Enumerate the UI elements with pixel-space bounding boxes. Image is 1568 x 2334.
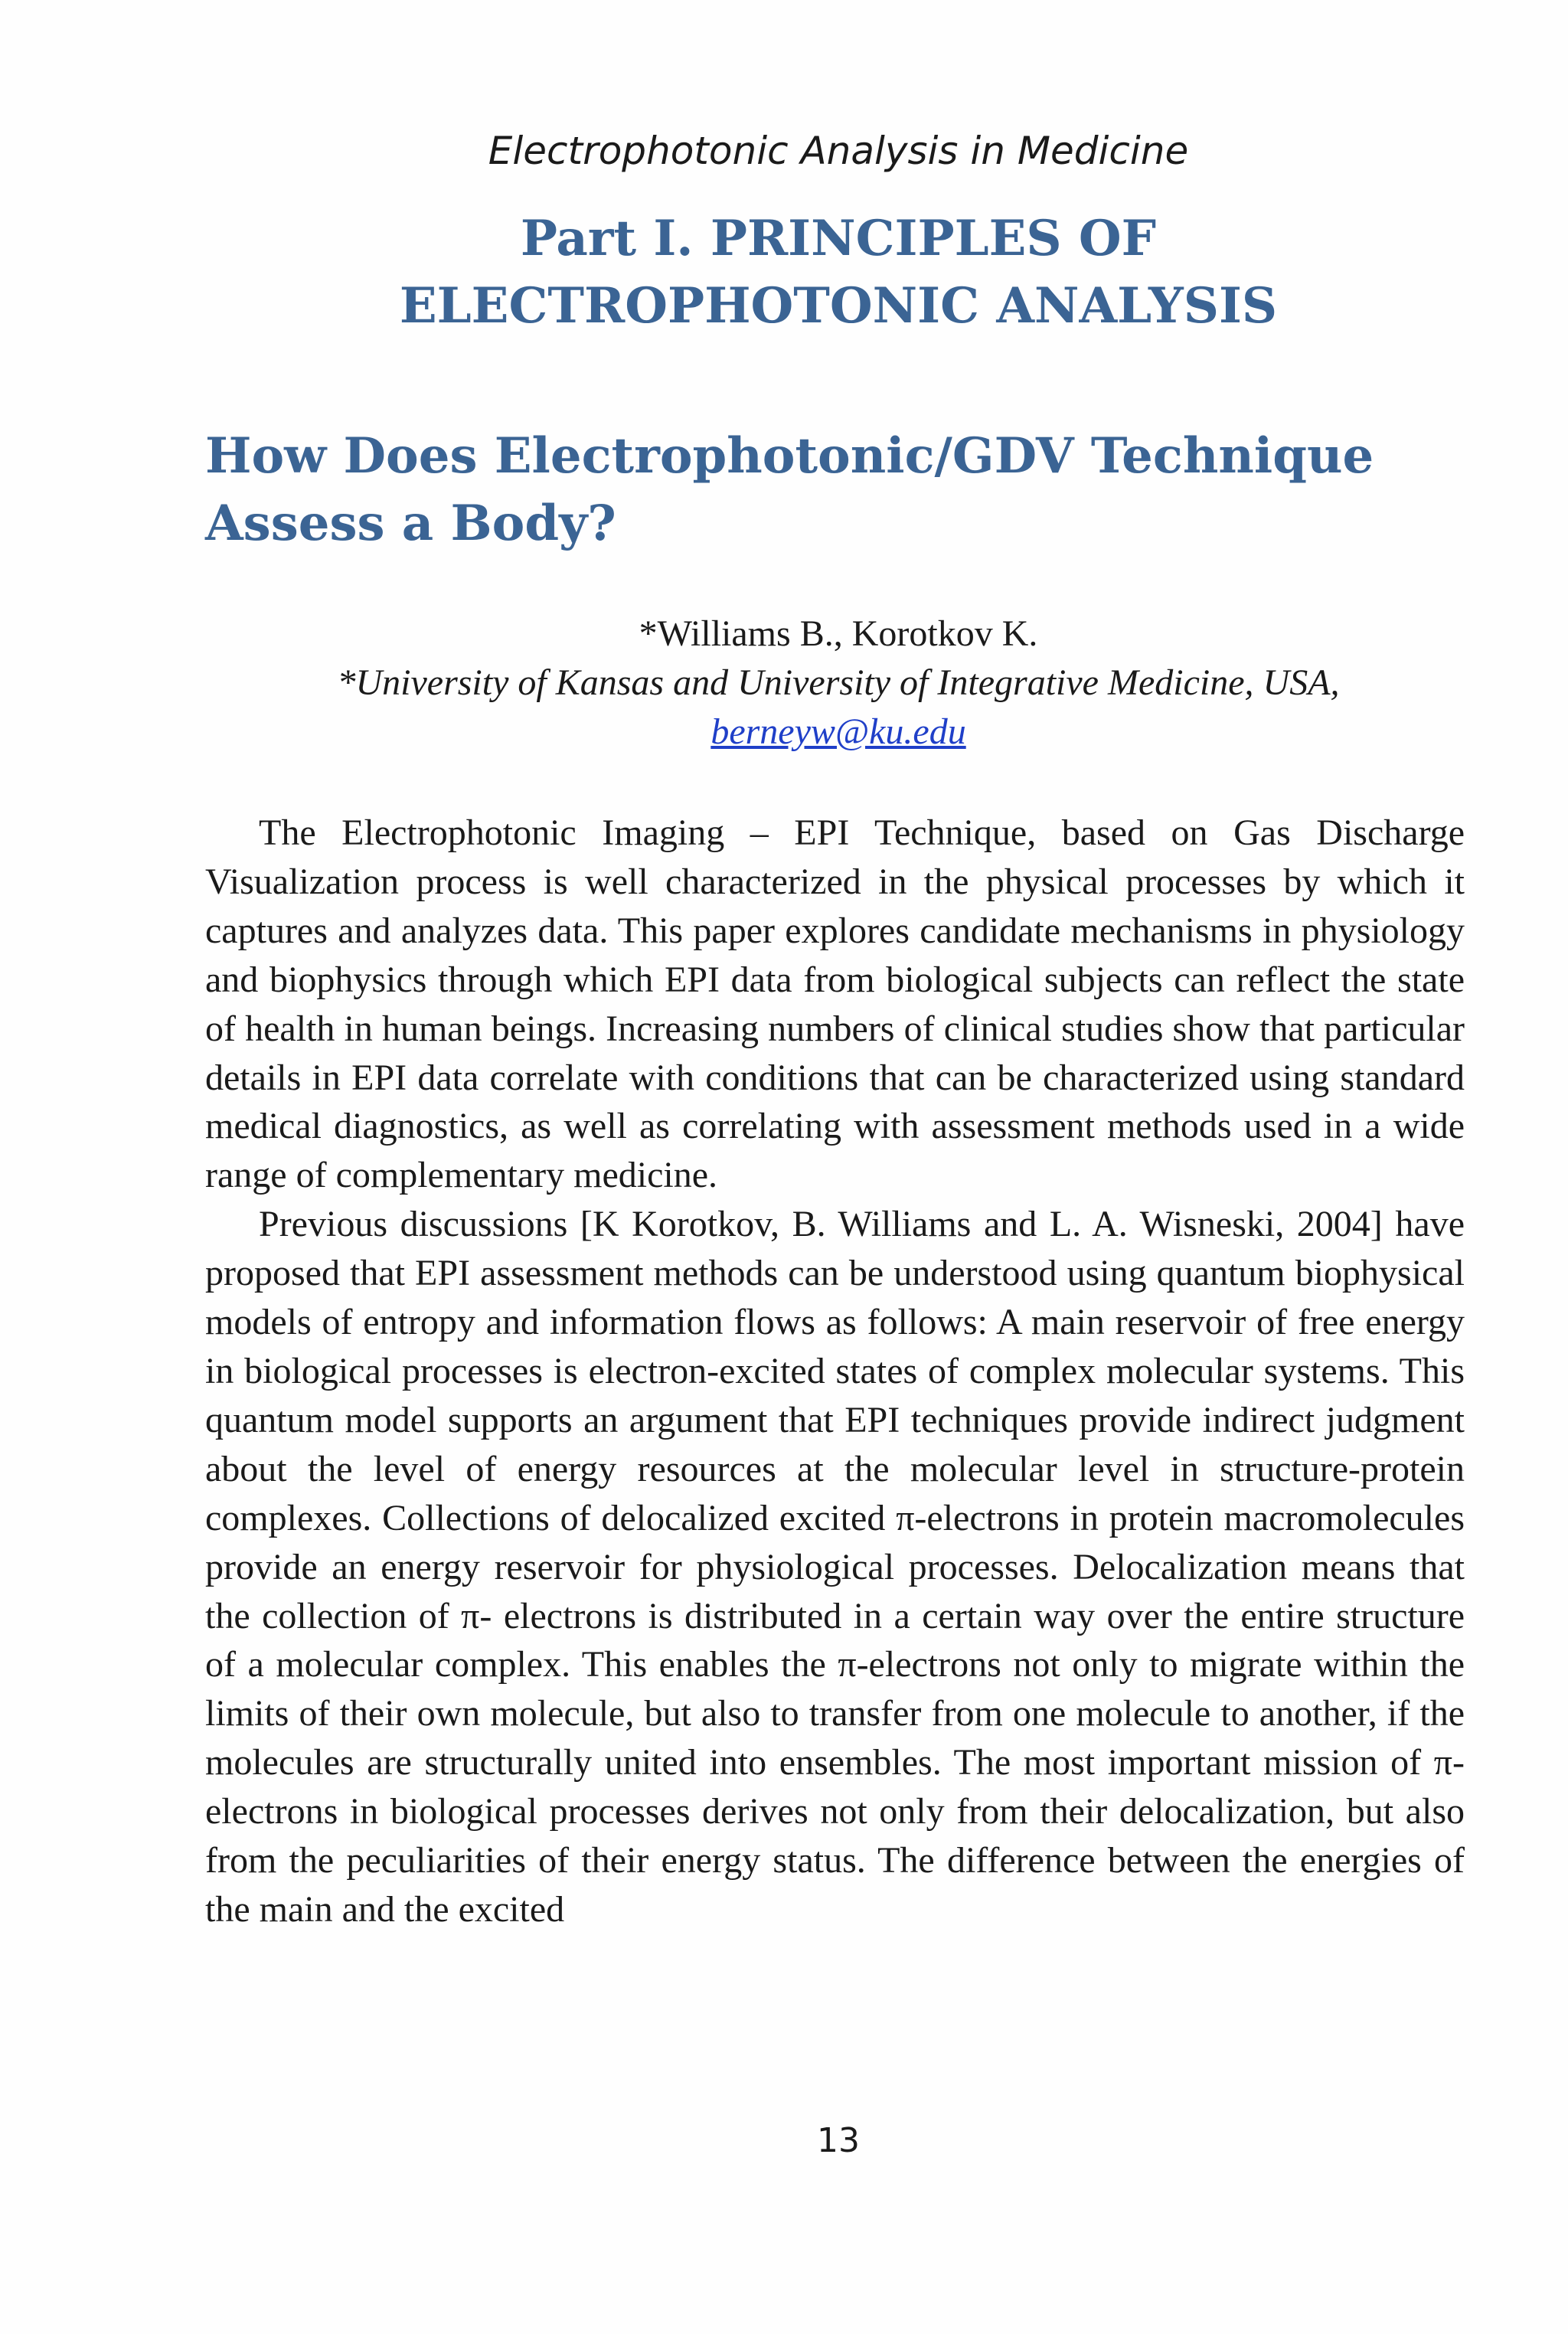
- part-title-line-1: Part I. PRINCIPLES OF: [520, 210, 1157, 267]
- body-paragraph-1: The Electrophotonic Imaging – EPI Technique, based on Gas Discharge Visualization process is well characterized in the physical processes by which it captures and analyzes data. This paper explores candidate mechanisms in physiology and biophysics through which EPI data from biological subjects can reflect the state of health in human beings. Increasing numbers of clinical studies show that particular details in EPI data correlate with conditions that can be characterized using standard medical diagnostics, as well as correlating with assessment methods used in a wide range of complementary medicine.: [205, 812, 1465, 1196]
- article-title-line-1: How Does Electrophotonic/GDV Technique: [205, 427, 1374, 485]
- part-title-line-2: ELECTROPHOTONIC ANALYSIS: [399, 277, 1278, 335]
- page-number: 13: [817, 2121, 860, 2160]
- part-title: [0, 205, 1568, 340]
- authors: *Williams B., Korotkov K.: [639, 613, 1038, 654]
- email-link[interactable]: berneyw@ku.edu: [710, 711, 966, 752]
- body-text: [205, 809, 1465, 1934]
- article-title: [205, 423, 1507, 557]
- body-paragraph-2: Previous discussions [K Korotkov, B. Williams and L. A. Wisneski, 2004] have proposed that EPI assessment methods can be understood using quantum biophysical models of entropy and information flows as follows: A main reservoir of free energy in biological processes is electron-excited states of complex molecular systems. This quantum model supports an argument that EPI techniques provide indirect judgment about the level of energy resources at the molecular level in structure-protein complexes. Collections of delocalized excited π-electrons in protein macromolecules provide an energy reservoir for physiological processes. Delocalization means that the collection of π- electrons is distributed in a certain way over the entire structure of a molecular complex. This enables the π-electrons not only to migrate within the limits of their own molecule, but also to transfer from one molecule to another, if the molecules are structurally united into ensembles. The most important mission of π-electrons in biological processes derives not only from their delocalization, but also from the peculiarities of their energy status. The difference between the energies of the main and the excited: [205, 1204, 1465, 1930]
- article-title-line-2: Assess a Body?: [205, 495, 616, 552]
- email-line: [0, 711, 1568, 753]
- affiliation: *University of Kansas and University of Integrative Medicine, USA,: [337, 662, 1340, 703]
- running-header: Electrophotonic Analysis in Medicine: [488, 129, 1189, 173]
